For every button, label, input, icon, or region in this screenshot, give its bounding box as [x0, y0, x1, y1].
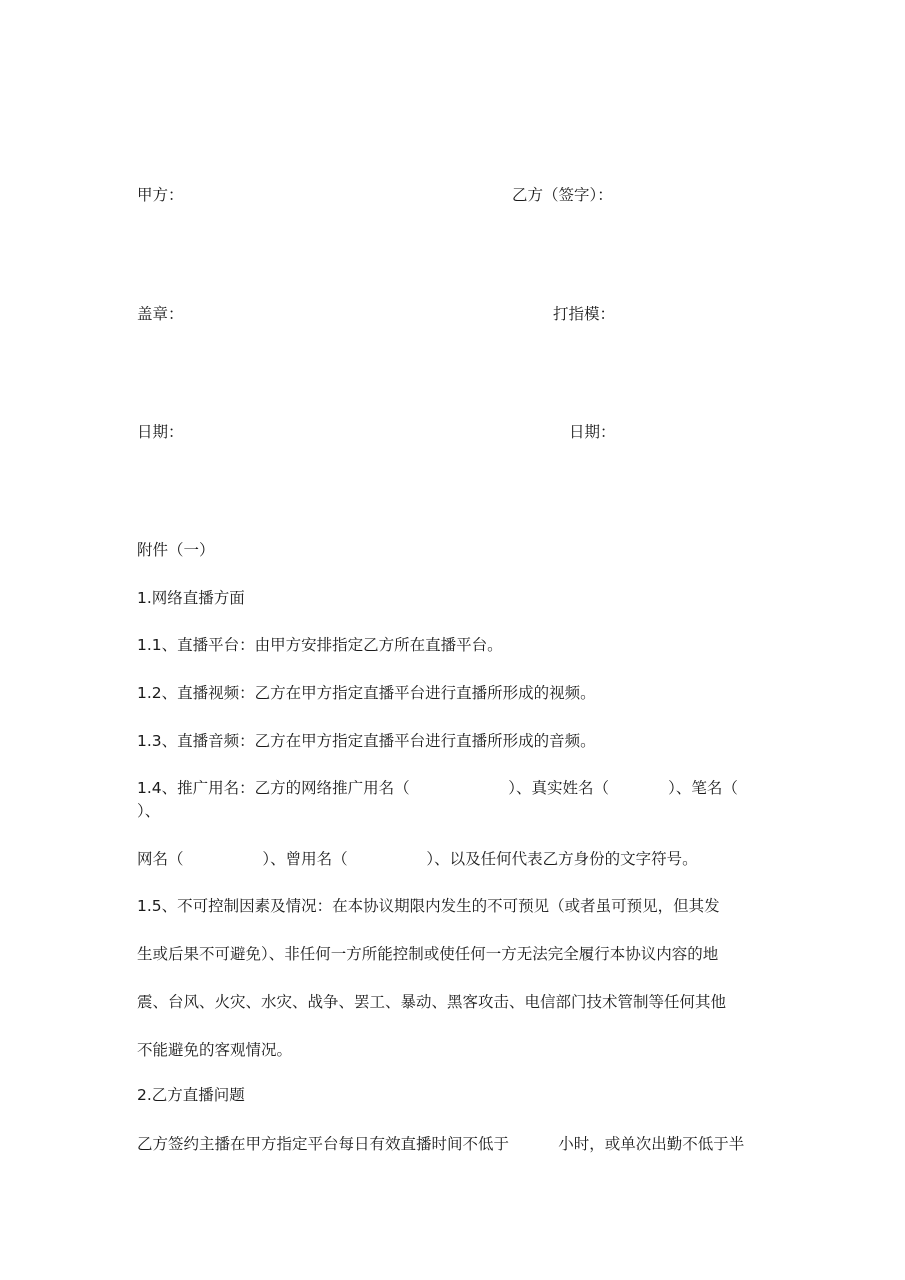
item-1-4-line-3: 网名（ ）、曾用名（ ）、以及任何代表乙方身份的文字符号。: [137, 850, 698, 868]
item-1-5-line-3: 震、台风、火灾、水灾、战争、罢工、暴动、黑客攻击、电信部门技术管制等任何其他: [137, 993, 727, 1011]
item-1-5-line-2: 生或后果不可避免）、非任何一方所能控制或使任何一方无法完全履行本协议内容的地: [137, 945, 719, 963]
section-1-title: 1.网络直播方面: [137, 589, 245, 607]
party-b-signature-label: 乙方（签字）：: [512, 186, 613, 204]
section-2-title: 2.乙方直播问题: [137, 1086, 245, 1104]
date-a-label: 日期：: [137, 423, 184, 441]
item-1-4-line-1: 1.4、推广用名：乙方的网络推广用名（ ）、真实姓名（ ）、笔名（: [137, 779, 738, 797]
attachment-title: 附件（一）: [137, 541, 215, 559]
item-1-4-line-2: ）、: [137, 802, 161, 820]
item-1-2: 1.2、直播视频：乙方在甲方指定直播平台进行直播所形成的视频。: [137, 684, 596, 702]
item-1-5-line-1: 1.5、不可控制因素及情况：在本协议期限内发生的不可预见（或者虽可预见，但其发: [137, 897, 720, 915]
date-b-label: 日期：: [569, 423, 616, 441]
item-1-3: 1.3、直播音频：乙方在甲方指定直播平台进行直播所形成的音频。: [137, 732, 596, 750]
fingerprint-label: 打指模：: [553, 305, 616, 323]
seal-label: 盖章：: [137, 305, 184, 323]
party-a-label: 甲方：: [137, 186, 184, 204]
section-2-line-1: 乙方签约主播在甲方指定平台每日有效直播时间不低于 小时，或单次出勤不低于半: [137, 1135, 745, 1153]
item-1-5-line-4: 不能避免的客观情况。: [137, 1041, 293, 1059]
item-1-1: 1.1、直播平台：由甲方安排指定乙方所在直播平台。: [137, 636, 503, 654]
